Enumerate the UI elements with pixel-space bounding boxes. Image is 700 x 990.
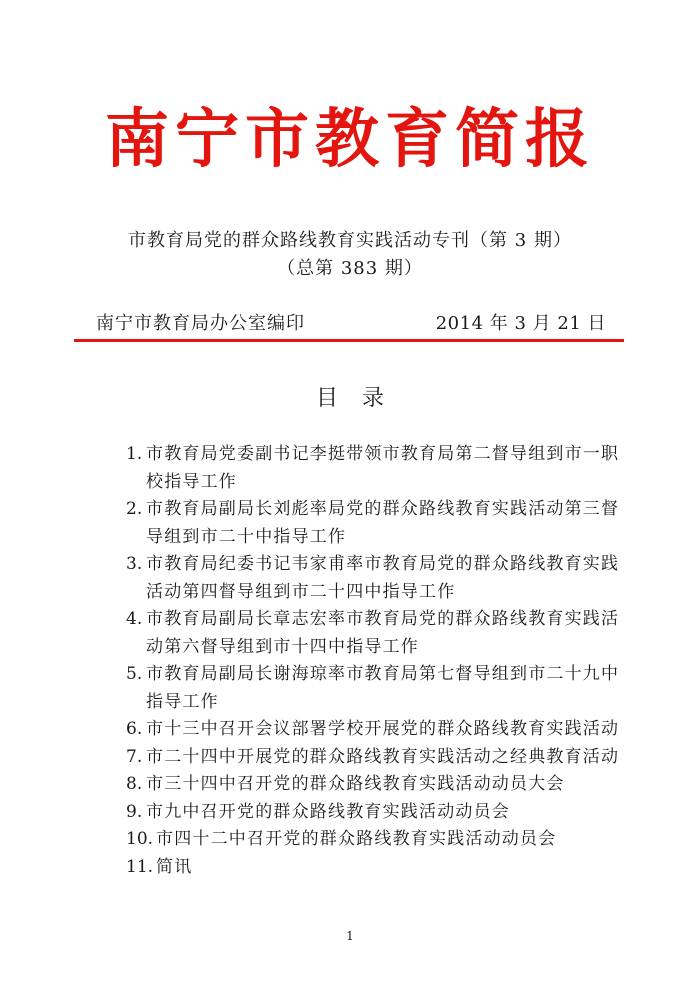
toc-item[interactable] [126, 826, 621, 854]
toc-item[interactable] [126, 799, 621, 827]
toc-item[interactable] [126, 661, 621, 716]
toc-item-text: 市教育局党委副书记李挺带领市教育局第二督导组到市一职校指导工作 [146, 444, 620, 492]
toc-item-number: 11. [126, 856, 154, 877]
toc-item-number: 9. [126, 801, 143, 822]
toc-item-number: 4. [126, 609, 143, 629]
toc-item-number: 2. [126, 499, 143, 519]
toc-item[interactable] [126, 744, 621, 772]
toc-heading-first-char: 目 [315, 386, 338, 411]
issue-total-number: （总第 383 期） [277, 258, 423, 279]
toc-item-text: 市教育局副局长章志宏率市教育局党的群众路线教育实践活动第六督导组到市十四中指导工作 [146, 609, 620, 657]
masthead-title: 南宁市教育简报 [105, 103, 595, 177]
toc-item[interactable] [126, 771, 621, 799]
toc-item-text: 市九中召开党的群众路线教育实践活动动员会 [146, 801, 510, 822]
toc-item[interactable] [126, 441, 621, 496]
toc-item-number: 10. [126, 829, 154, 849]
toc-heading-second-char: 录 [362, 386, 385, 411]
toc-item-text: 市教育局副局长谢海琼率市教育局第七督导组到市二十九中指导工作 [146, 664, 620, 712]
toc-item-number: 5. [126, 664, 143, 684]
red-divider-line [74, 339, 624, 342]
toc-item[interactable] [126, 854, 621, 882]
toc-item-text: 市四十二中召开党的群众路线教育实践活动动员会 [156, 829, 557, 849]
toc-item-number: 3. [126, 554, 143, 574]
toc-item-text: 市十三中召开会议部署学校开展党的群众路线教育实践活动 [146, 719, 620, 739]
toc-item[interactable] [126, 496, 621, 551]
toc-item-number: 8. [126, 774, 143, 794]
toc-item-text: 市教育局纪委书记韦家甫率市教育局党的群众路线教育实践活动第四督导组到市二十四中指导工作 [146, 554, 620, 602]
issue-subtitle: 市教育局党的群众路线教育实践活动专刊（第 3 期） [128, 230, 572, 251]
toc-item-text: 市二十四中开展党的群众路线教育实践活动之经典教育活动 [146, 746, 620, 767]
issuer-name: 南宁市教育局办公室编印 [96, 313, 305, 334]
toc-item-number: 1. [126, 444, 143, 464]
toc-item-text: 简讯 [156, 856, 193, 877]
toc-item-text: 市三十四中召开党的群众路线教育实践活动动员大会 [146, 774, 565, 794]
issue-date: 2014 年 3 月 21 日 [435, 313, 606, 334]
toc-item-number: 7. [126, 746, 143, 767]
toc-heading [0, 384, 700, 414]
toc-item-text: 市教育局副局长刘彪率局党的群众路线教育实践活动第三督导组到市二十中指导工作 [146, 499, 620, 547]
toc-item[interactable] [126, 716, 621, 744]
toc-item[interactable] [126, 606, 621, 661]
table-of-contents [126, 441, 621, 881]
toc-item-number: 6. [126, 719, 143, 739]
toc-item[interactable] [126, 551, 621, 606]
page-number: 1 [346, 929, 354, 943]
